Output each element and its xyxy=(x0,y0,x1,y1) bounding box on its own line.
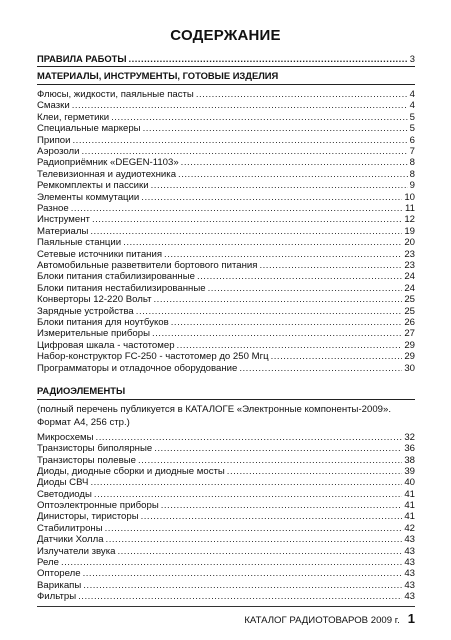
toc-entry-title: Цифровая шкала - частотомер xyxy=(37,339,175,351)
toc-entry-page: 39 xyxy=(404,466,415,478)
toc-entry-title: Светодиоды xyxy=(37,488,92,500)
footer-text: КАТАЛОГ РАДИОТОВАРОВ 2009 г. xyxy=(244,615,400,626)
toc-entry-page: 12 xyxy=(404,214,415,226)
toc-entry-title: Паяльные станции xyxy=(37,237,122,249)
page-title: СОДЕРЖАНИЕ xyxy=(170,27,281,44)
toc-entry-page: 32 xyxy=(404,432,415,443)
toc-entry-title: Телевизионная и аудиотехника xyxy=(37,168,177,180)
page-number: 3 xyxy=(409,53,415,64)
dot-leader xyxy=(239,363,402,375)
footer-rule xyxy=(37,606,415,607)
toc-entry-page: 5 xyxy=(409,111,415,123)
toc-entry xyxy=(37,590,415,603)
toc-entry-title: Материалы xyxy=(37,225,89,237)
toc-entry-page: 25 xyxy=(404,305,415,317)
section-rule xyxy=(37,399,415,400)
toc-entry-page: 41 xyxy=(404,511,415,523)
toc-entry-page: 36 xyxy=(404,443,415,455)
toc-entry-title: Блоки питания нестабилизированные xyxy=(37,282,206,294)
toc-entry-title: Динисторы, тиристоры xyxy=(37,511,139,523)
section-rule xyxy=(37,66,415,67)
toc-entry-page: 38 xyxy=(404,454,415,466)
toc-entry-page: 40 xyxy=(404,477,415,489)
toc-entry-page: 4 xyxy=(409,100,415,112)
toc-entry xyxy=(37,362,415,375)
toc-entry-title: Припои xyxy=(37,134,71,146)
toc-entry-title: Фильтры xyxy=(37,590,77,602)
toc-entry-page: 29 xyxy=(404,339,415,351)
toc-entry-page: 30 xyxy=(404,362,415,374)
toc-entry-page: 23 xyxy=(404,260,415,271)
section-heading: МАТЕРИАЛЫ, ИНСТРУМЕНТЫ, ГОТОВЫЕ ИЗДЕЛИЯ xyxy=(37,70,279,81)
toc-entry-title: Клеи, герметики xyxy=(37,111,110,123)
toc-entry-page: 43 xyxy=(404,556,415,568)
toc-entry-title: Оптоэлектронные приборы xyxy=(37,500,159,512)
toc-entry-title: Транзисторы биполярные xyxy=(37,443,153,455)
toc-entry-page: 25 xyxy=(404,294,415,306)
toc-entry-page: 43 xyxy=(404,568,415,580)
toc-entry-title: Блоки питания стабилизированные xyxy=(37,271,195,283)
toc-entry-title: Измерительные приборы xyxy=(37,328,150,340)
toc-entry-page: 43 xyxy=(404,534,415,546)
toc-entry-page: 24 xyxy=(404,282,415,294)
toc-entry-title: Элементы коммутации xyxy=(37,191,140,203)
toc-section-rules xyxy=(37,52,415,65)
toc-entry-title: Реле xyxy=(37,556,59,568)
toc-entry-title: Датчики Холла xyxy=(37,534,104,546)
toc-entry-page: 24 xyxy=(404,271,415,283)
toc-entry-title: Сетевые источники питания xyxy=(37,248,163,260)
toc-entry-page: 27 xyxy=(404,328,415,340)
section-heading: ПРАВИЛА РАБОТЫ xyxy=(37,53,127,64)
toc-entry-page: 9 xyxy=(409,180,415,192)
toc-entry-page: 42 xyxy=(404,522,415,534)
toc-entry-page: 8 xyxy=(409,157,415,169)
toc-entry-page: 23 xyxy=(404,248,415,260)
toc-entry-title: Набор-конструктор FC-250 - частотомер до 250 Мгц xyxy=(37,351,269,363)
toc-entry-page: 6 xyxy=(409,134,415,146)
toc-entry-title: Транзисторы полевые xyxy=(37,454,136,466)
toc-entry-page: 4 xyxy=(409,89,415,100)
toc-entry-page: 7 xyxy=(409,146,415,157)
toc-entry-title: Автомобильные разветвители бортового питания xyxy=(37,260,258,271)
toc-entry-title: Микросхемы xyxy=(37,432,94,443)
toc-entry-title: Инструмент xyxy=(37,214,90,226)
toc-entry-title: Оптореле xyxy=(37,568,81,580)
toc-entry-title: Конверторы 12-220 Вольт xyxy=(37,294,152,306)
dot-leader xyxy=(78,591,402,603)
toc-entry-title: Аэрозоли xyxy=(37,146,80,157)
toc-entry-page: 19 xyxy=(404,225,415,237)
toc-entry-title: Смазки xyxy=(37,100,70,112)
toc-entry-page: 29 xyxy=(404,351,415,363)
section-note xyxy=(37,403,417,429)
toc-entry-page: 41 xyxy=(404,500,415,512)
section-note-line: Формат А4, 256 стр.) xyxy=(37,417,130,428)
toc-entry-title: Блоки питания для ноутбуков xyxy=(37,317,169,328)
section-rule xyxy=(37,84,415,85)
toc-entry-title: Стабилитроны xyxy=(37,522,103,534)
toc-entry-page: 20 xyxy=(404,237,415,249)
dot-leader xyxy=(129,53,408,65)
toc-entry-title: Излучатели звука xyxy=(37,545,116,557)
toc-entry-title: Флюсы, жидкости, паяльные пасты xyxy=(37,89,194,100)
toc-entry-title: Варикапы xyxy=(37,579,82,591)
section-heading: РАДИОЭЛЕМЕНТЫ xyxy=(37,385,126,396)
toc-entry-title: Диоды, диодные сборки и диодные мосты xyxy=(37,466,225,478)
toc-entry-page: 41 xyxy=(404,488,415,500)
toc-entry-title: Разное xyxy=(37,203,69,214)
toc-entry-title: Программаторы и отладочное оборудование xyxy=(37,362,238,374)
toc-entry-page: 10 xyxy=(404,191,415,203)
toc-entry-page: 43 xyxy=(404,590,415,602)
footer-page-number: 1 xyxy=(407,611,415,626)
toc-entry-page: 43 xyxy=(404,545,415,557)
page-footer xyxy=(244,611,415,626)
toc-entry-title: Диоды СВЧ xyxy=(37,477,89,489)
toc-entry-title: Ремкомплекты и пассики xyxy=(37,180,149,192)
toc-entry-title: Зарядные устройства xyxy=(37,305,134,317)
toc-entry-page: 26 xyxy=(404,317,415,328)
toc-entry-title: Специальные маркеры xyxy=(37,123,141,135)
toc-entry-page: 5 xyxy=(409,123,415,135)
toc-entry-page: 11 xyxy=(405,203,415,214)
toc-entry-page: 8 xyxy=(409,168,415,180)
toc-entry-page: 43 xyxy=(404,579,415,591)
toc-entry-title: Радиоприёмник «DEGEN-1103» xyxy=(37,157,179,169)
section-note-line: (полный перечень публикуется в КАТАЛОГЕ «Электронные компоненты-2009». xyxy=(37,404,391,415)
